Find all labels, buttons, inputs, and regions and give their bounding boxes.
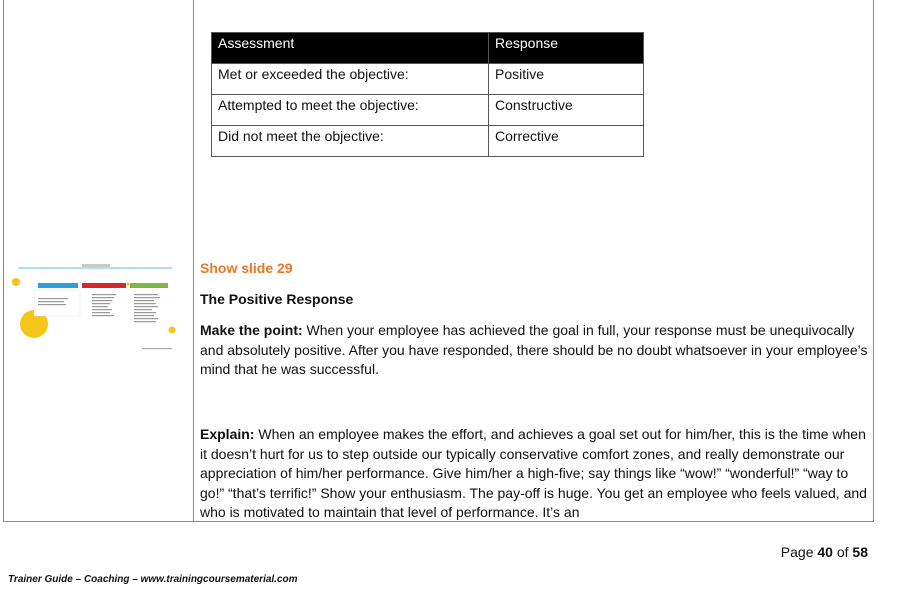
slide-thumbnail (10, 262, 180, 354)
table-cell: Positive (489, 64, 644, 95)
table-row (212, 64, 644, 95)
column-divider (193, 0, 194, 522)
table-cell: Did not meet the objective: (212, 126, 489, 157)
section-heading: The Positive Response (200, 291, 354, 307)
page-number (781, 544, 868, 560)
show-slide-label: Show slide 29 (200, 260, 293, 276)
paragraph-label: Explain: (200, 426, 255, 442)
paragraph-text: When your employee has achieved the goal in full, your response must be unequivocally and absolutely positive. After you have responded, there should be no doubt whatsoever in your employee’s mind that he was successful. (200, 322, 868, 377)
table-header-cell: Assessment (212, 33, 489, 64)
table-row (212, 126, 644, 157)
table-row (212, 95, 644, 126)
table-header-cell: Response (489, 33, 644, 64)
footer-text: Trainer Guide – Coaching – www.trainingcoursematerial.com (8, 574, 298, 585)
page-current: 40 (817, 544, 833, 560)
page-total: 58 (852, 544, 868, 560)
table-cell: Constructive (489, 95, 644, 126)
table-cell: Attempted to meet the objective: (212, 95, 489, 126)
page-prefix: Page (780, 544, 818, 560)
page-of: of (832, 544, 853, 560)
explain-paragraph (200, 425, 868, 523)
table-header-row (212, 33, 644, 64)
table-cell: Corrective (489, 126, 644, 157)
table-cell: Met or exceeded the objective: (212, 64, 489, 95)
assessment-table (211, 32, 644, 157)
paragraph-label: Make the point: (200, 322, 303, 338)
paragraph-text: When an employee makes the effort, and achieves a goal set out for him/her, this is the time when it doesn’t hurt for us to step outside our typically conservative comfort zones, and really demonstrate our appreciation of him/her performance. Give him/her a high-five; say things like “wow!” “wonderful!” “way to go!” “that’s terrific!” Show your enthusiasm. The pay-off is huge. You get an employee who feels valued, and who is motivated to maintain that level of performance. It’s an (200, 426, 867, 520)
make-the-point-paragraph (200, 321, 868, 380)
